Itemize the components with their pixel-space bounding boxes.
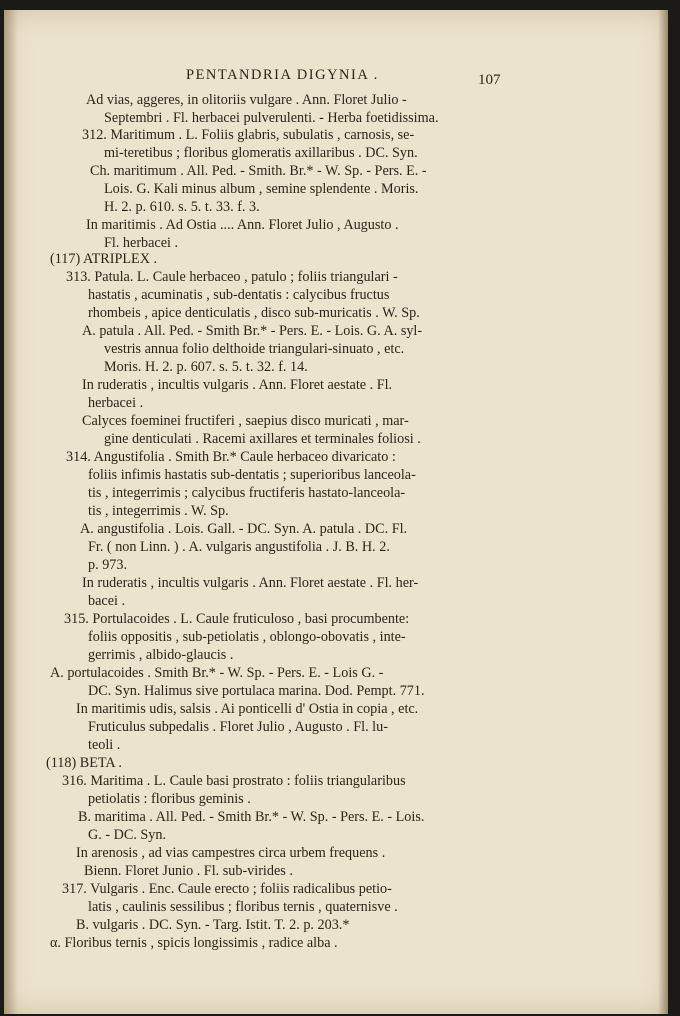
text-line: A. portulacoides . Smith Br.* - W. Sp. - Pers. E. - Lois G. - xyxy=(50,665,384,681)
text-line: foliis infimis hastatis sub-dentatis ; superioribus lanceola- xyxy=(88,467,416,483)
text-line: p. 973. xyxy=(88,557,128,573)
text-line: Septembri . Fl. herbacei pulverulenti. - Herba foetidissima. xyxy=(104,110,439,126)
text-line: foliis oppositis , sub-petiolatis , oblongo-obovatis , inte- xyxy=(88,629,406,645)
text-line: H. 2. p. 610. s. 5. t. 33. f. 3. xyxy=(104,199,260,215)
text-line: gine denticulati . Racemi axillares et terminales foliosi . xyxy=(104,431,421,447)
text-line: In ruderatis , incultis vulgaris . Ann. Floret aestate . Fl. xyxy=(82,377,393,393)
text-line: Moris. H. 2. p. 607. s. 5. t. 32. f. 14. xyxy=(104,359,308,375)
text-line: 312. Maritimum . L. Foliis glabris, subulatis , carnosis, se- xyxy=(82,127,415,143)
text-line: Fr. ( non Linn. ) . A. vulgaris angustifolia . J. B. H. 2. xyxy=(88,539,390,555)
text-line: 316. Maritima . L. Caule basi prostrato : foliis triangularibus xyxy=(62,773,406,789)
text-line: Bienn. Floret Junio . Fl. sub-virides . xyxy=(84,863,293,879)
text-line: mi-teretibus ; floribus glomeratis axillaribus . DC. Syn. xyxy=(104,145,418,161)
text-line: rhombeis , apice denticulatis , disco sub-muricatis . W. Sp. xyxy=(88,305,420,321)
text-line: Lois. G. Kali minus album , semine splendente . Moris. xyxy=(104,181,419,197)
text-line: 317. Vulgaris . Enc. Caule erecto ; foliis radicalibus petio- xyxy=(62,881,392,897)
text-line: bacei . xyxy=(88,593,126,609)
text-line: petiolatis : floribus geminis . xyxy=(88,791,251,807)
text-line: (118) BETA . xyxy=(46,755,122,771)
text-line: Ch. maritimum . All. Ped. - Smith. Br.* - W. Sp. - Pers. E. - xyxy=(90,163,427,179)
text-line: Fruticulus subpedalis . Floret Julio , Augusto . Fl. lu- xyxy=(88,719,388,735)
text-line: α. Floribus ternis , spicis longissimis , radice alba . xyxy=(50,935,338,951)
text-line: latis , caulinis sessilibus ; floribus ternis , quaternisve . xyxy=(88,899,398,915)
text-line: In maritimis udis, salsis . Ai ponticelli d' Ostia in copia , etc. xyxy=(76,701,419,717)
text-line: teoli . xyxy=(88,737,121,753)
text-line: A. angustifolia . Lois. Gall. - DC. Syn. A. patula . DC. Fl. xyxy=(80,521,408,537)
text-line: 313. Patula. L. Caule herbaceo , patulo ; foliis triangulari - xyxy=(66,269,398,285)
text-line: B. vulgaris . DC. Syn. - Targ. Istit. T. 2. p. 203.* xyxy=(76,917,350,933)
text-line: hastatis , acuminatis , sub-dentatis : calycibus fructus xyxy=(88,287,390,303)
text-line: B. maritima . All. Ped. - Smith Br.* - W. Sp. - Pers. E. - Lois. xyxy=(78,809,425,825)
text-line: In ruderatis , incultis vulgaris . Ann. Floret aestate . Fl. her- xyxy=(82,575,419,591)
text-line: Calyces foeminei fructiferi , saepius disco muricati , mar- xyxy=(82,413,409,429)
text-line: vestris annua folio delthoide triangulari-sinuato , etc. xyxy=(104,341,405,357)
text-line: gerrimis , albido-glaucis . xyxy=(88,647,234,663)
book-page xyxy=(4,10,668,1014)
text-line: Ad vias, aggeres, in olitoriis vulgare . Ann. Floret Julio - xyxy=(86,92,407,108)
text-line: tis , integerrimis . W. Sp. xyxy=(88,503,229,519)
text-line: 314. Angustifolia . Smith Br.* Caule herbaceo divaricato : xyxy=(66,449,396,465)
running-header-title: PENTANDRIA DIGYNIA . xyxy=(186,67,379,83)
text-line: herbacei . xyxy=(88,395,144,411)
text-line: In maritimis . Ad Ostia .... Ann. Floret Julio , Augusto . xyxy=(86,217,399,233)
text-line: A. patula . All. Ped. - Smith Br.* - Pers. E. - Lois. G. A. syl- xyxy=(82,323,423,339)
text-line: tis , integerrimis ; calycibus fructiferis hastato-lanceola- xyxy=(88,485,406,501)
text-line: DC. Syn. Halimus sive portulaca marina. Dod. Pempt. 771. xyxy=(88,683,425,699)
text-line: (117) ATRIPLEX . xyxy=(50,251,158,267)
page-number: 107 xyxy=(478,72,501,88)
text-line: G. - DC. Syn. xyxy=(88,827,167,843)
text-line: 315. Portulacoides . L. Caule fruticuloso , basi procumbente: xyxy=(64,611,410,627)
text-line: In arenosis , ad vias campestres circa urbem frequens . xyxy=(76,845,386,861)
text-line: Fl. herbacei . xyxy=(104,235,179,251)
